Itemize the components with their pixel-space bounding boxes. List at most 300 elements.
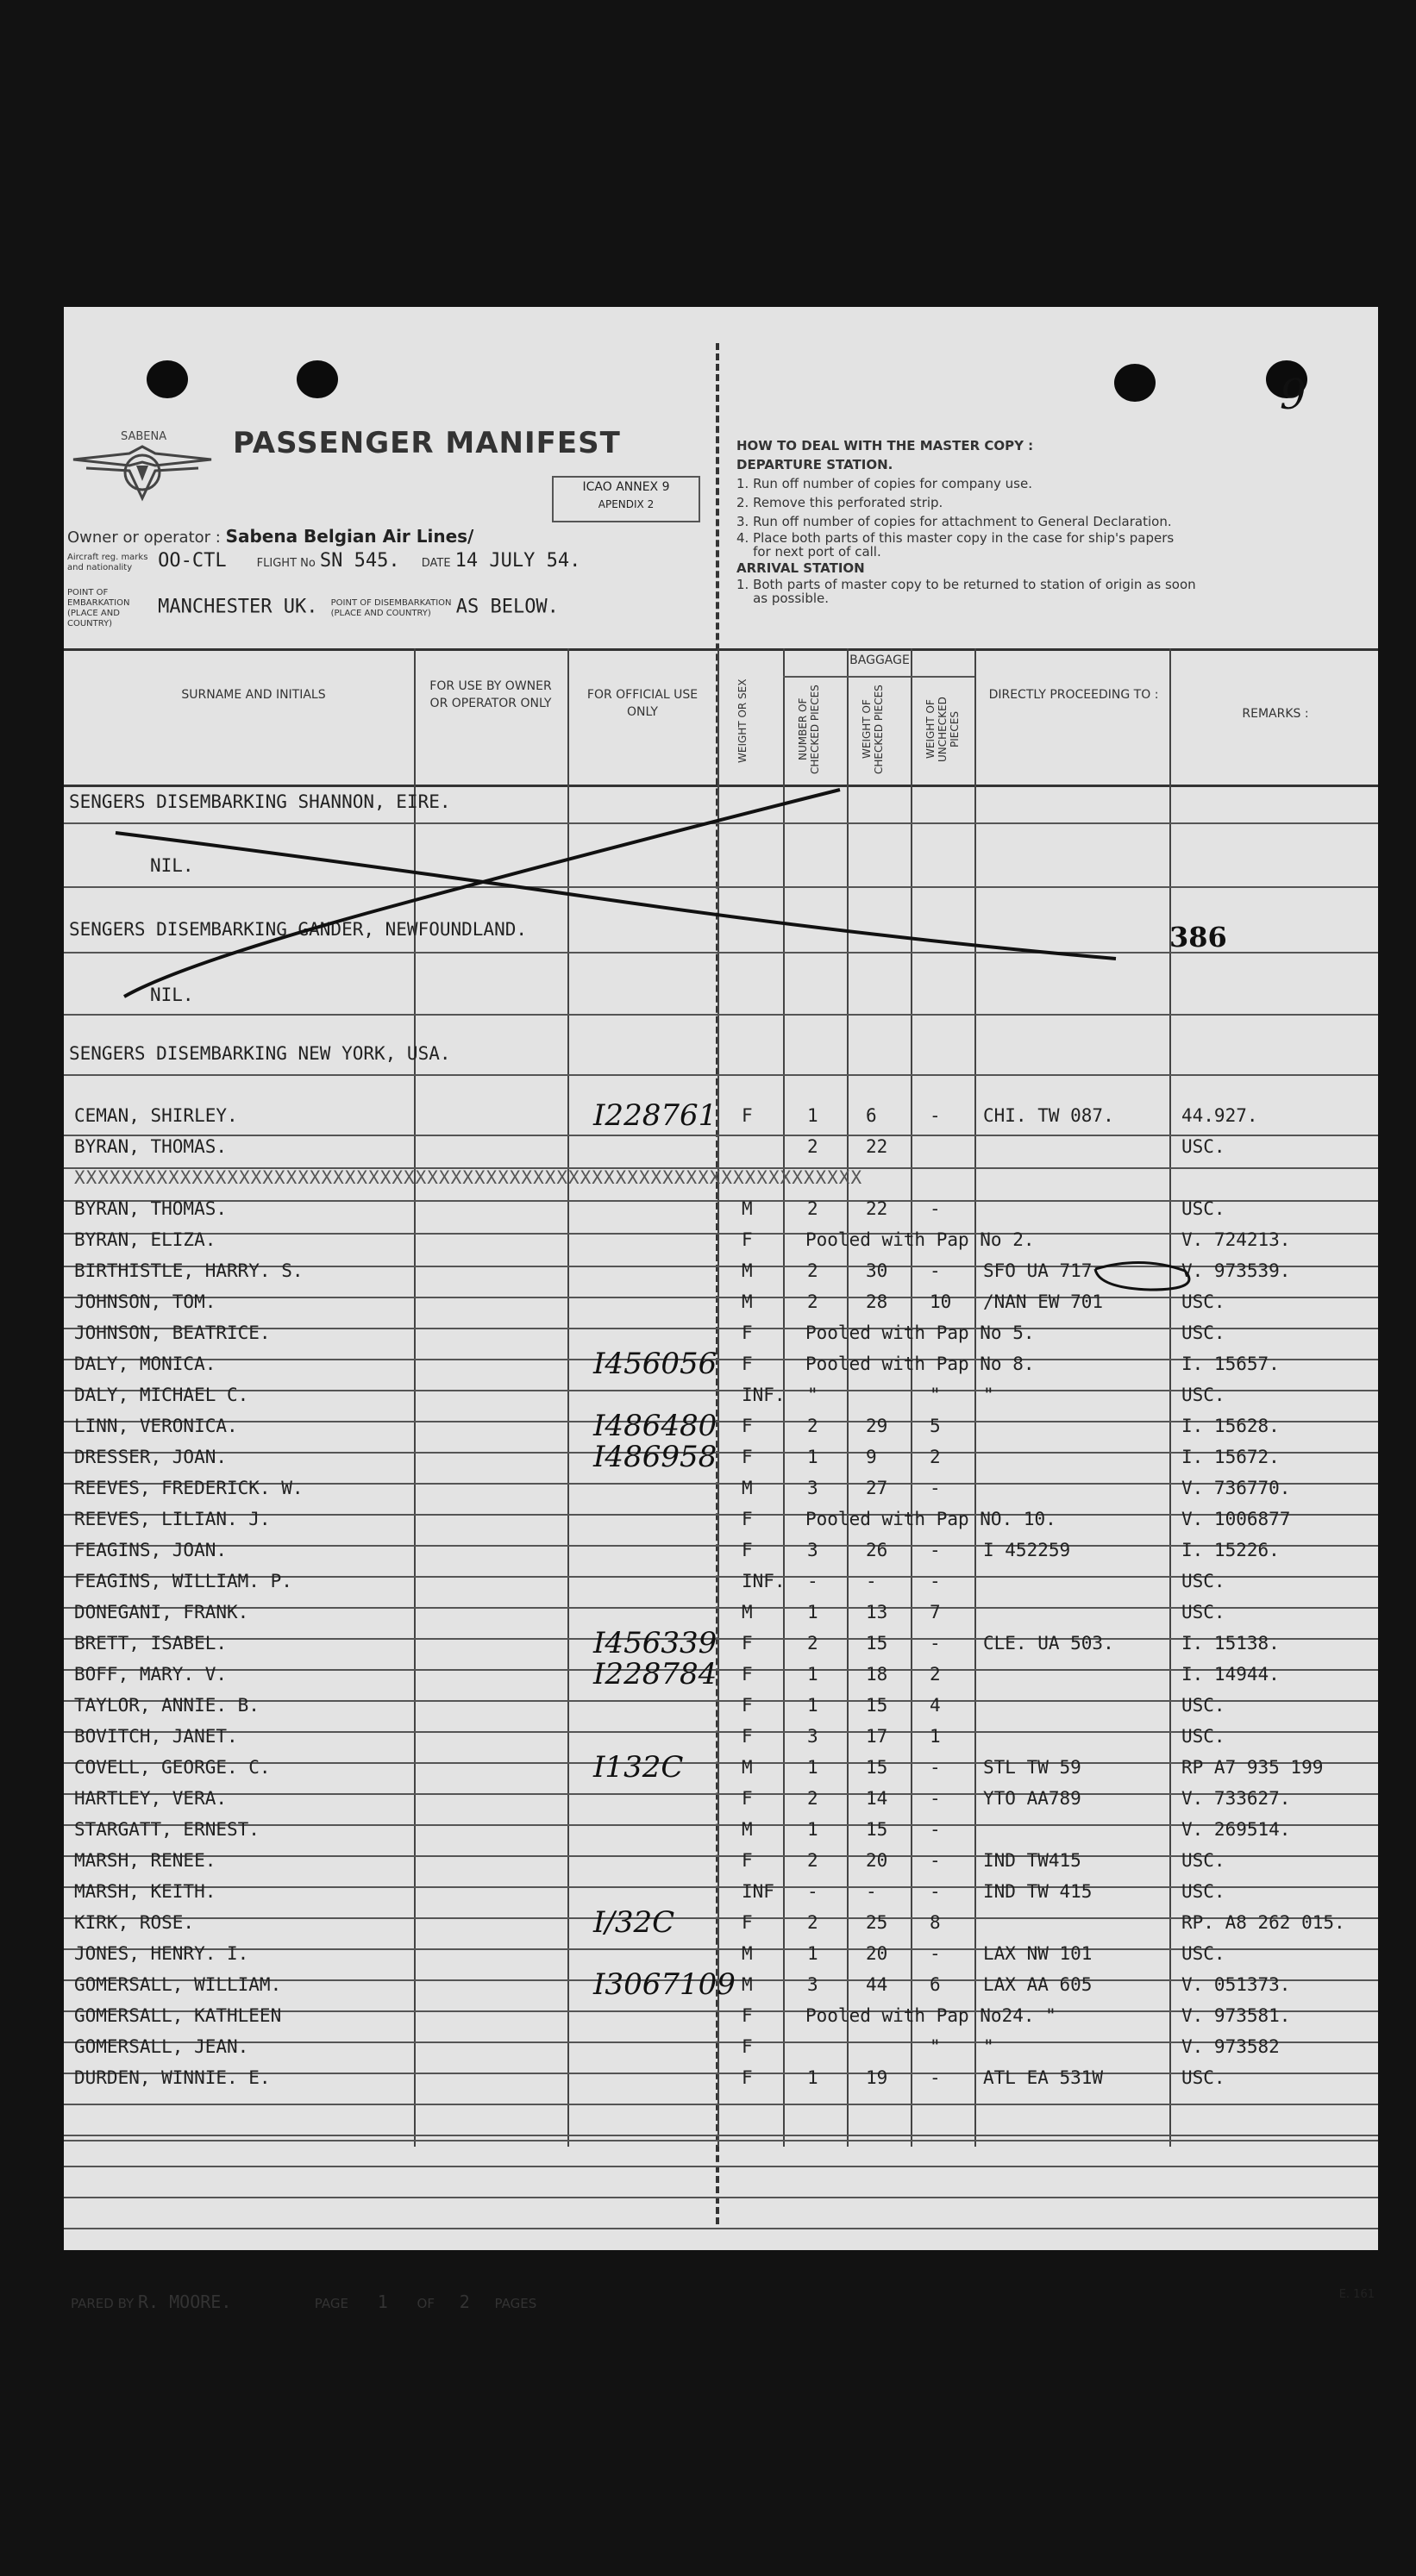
- passenger-name: LINN, VERONICA.: [74, 1416, 238, 1436]
- row-line: [64, 2104, 1378, 2105]
- passenger-sex: INF.: [742, 1385, 786, 1405]
- remarks: I. 15138.: [1181, 1633, 1280, 1654]
- passenger-sex: F: [742, 1633, 753, 1654]
- table-row: [64, 1598, 1378, 1629]
- passenger-sex: F: [742, 1540, 753, 1560]
- column-header-owner: FOR USE BY OWNER OR OPERATOR ONLY: [429, 679, 552, 710]
- passenger-sex: F: [742, 1447, 753, 1467]
- checked-weight: 15: [866, 1819, 888, 1840]
- remarks: V. 051373.: [1181, 1974, 1291, 1995]
- embark-label: POINT OF EMBARKATION (PLACE AND COUNTRY): [67, 588, 130, 628]
- passenger-sex: F: [742, 1509, 753, 1529]
- page-value: 1: [377, 2292, 388, 2312]
- instruction-step: as possible.: [736, 591, 830, 606]
- page-title: PASSENGER MANIFEST: [233, 426, 621, 460]
- checked-weight: 22: [866, 1198, 888, 1219]
- table-row: [64, 1691, 1378, 1723]
- passenger-name: BYRAN, THOMAS.: [74, 1136, 228, 1157]
- row-line: [64, 2166, 1378, 2167]
- official-number: I486480: [593, 1409, 717, 1443]
- form-code: E. 161: [1338, 2288, 1375, 2301]
- table-row: [64, 2064, 1378, 2095]
- checked-pieces: 2: [807, 1850, 818, 1871]
- checked-weight: 20: [866, 1850, 888, 1871]
- unchecked-weight: -: [930, 1757, 941, 1778]
- checked-weight: 29: [866, 1416, 888, 1436]
- passenger-name: DALY, MICHAEL C.: [74, 1385, 249, 1405]
- passenger-name: BIRTHISTLE, HARRY. S.: [74, 1260, 304, 1281]
- unchecked-weight: -: [930, 1850, 941, 1871]
- checked-pieces: 2: [807, 1633, 818, 1654]
- checked-weight: -: [866, 1881, 877, 1902]
- proceeding-to: Pooled with Pap No 8.: [805, 1354, 1035, 1374]
- passenger-name: BRETT, ISABEL.: [74, 1633, 228, 1654]
- official-number: I228761: [593, 1098, 717, 1133]
- date-value: 14 JULY 54.: [454, 550, 581, 572]
- checked-pieces: 3: [807, 1478, 818, 1498]
- table-row: [64, 1505, 1378, 1536]
- instructions-departure: DEPARTURE STATION.: [736, 457, 893, 472]
- passenger-sex: M: [742, 1974, 753, 1995]
- passenger-name: DRESSER, JOAN.: [74, 1447, 228, 1467]
- passenger-sex: M: [742, 1260, 753, 1281]
- table-row: [64, 1133, 1378, 1164]
- unchecked-weight: ": [930, 1385, 941, 1405]
- remarks: V. 724213.: [1181, 1229, 1291, 1250]
- checked-weight: 22: [866, 1136, 888, 1157]
- unchecked-weight: 5: [930, 1416, 941, 1436]
- table-row: [64, 2033, 1378, 2064]
- passenger-sex: F: [742, 2005, 753, 2026]
- table-row: [64, 1878, 1378, 1909]
- proceeding-to: STL TW 59: [983, 1757, 1081, 1778]
- punch-hole: [1114, 364, 1156, 402]
- remarks: V. 973582: [1181, 2036, 1280, 2057]
- remarks: I. 15672.: [1181, 1447, 1280, 1467]
- proceeding-to: IND TW415: [983, 1850, 1081, 1871]
- remarks: USC.: [1181, 1198, 1225, 1219]
- passenger-sex: F: [742, 1850, 753, 1871]
- table-row: [64, 1847, 1378, 1878]
- official-number: I/32C: [593, 1905, 675, 1940]
- passenger-sex: F: [742, 1726, 753, 1747]
- checked-pieces: 2: [807, 1136, 818, 1157]
- remarks: USC.: [1181, 1571, 1225, 1591]
- remarks: USC.: [1181, 1695, 1225, 1716]
- table-row: [64, 1409, 1378, 1443]
- unchecked-weight: -: [930, 1571, 941, 1591]
- remarks: V. 733627.: [1181, 1788, 1291, 1809]
- table-row: [64, 1257, 1378, 1288]
- remarks: I. 15226.: [1181, 1540, 1280, 1560]
- prepared-label: PARED BY: [71, 2296, 135, 2311]
- icao-line: ICAO ANNEX 9: [582, 480, 670, 494]
- operator-line: [67, 526, 473, 547]
- remarks: USC.: [1181, 2067, 1225, 2088]
- passenger-sex: F: [742, 1354, 753, 1374]
- instruction-step: 1. Run off number of copies for company use.: [736, 476, 1032, 491]
- table-row: [64, 1785, 1378, 1816]
- instructions: [736, 436, 1357, 605]
- checked-weight: 15: [866, 1695, 888, 1716]
- unchecked-weight: 8: [930, 1912, 941, 1933]
- passenger-name: DURDEN, WINNIE. E.: [74, 2067, 271, 2088]
- unchecked-weight: -: [930, 1881, 941, 1902]
- date-label: DATE: [421, 557, 451, 570]
- table-row: [64, 1347, 1378, 1381]
- checked-pieces: 1: [807, 1695, 818, 1716]
- remarks: USC.: [1181, 1136, 1225, 1157]
- remarks: V. 736770.: [1181, 1478, 1291, 1498]
- checked-weight: 30: [866, 1260, 888, 1281]
- passenger-name: DONEGANI, FRANK.: [74, 1602, 249, 1623]
- column-header-unchecked-weight: WEIGHT OF UNCHECKED PIECES: [924, 697, 961, 762]
- count-note: 386: [1169, 921, 1227, 953]
- checked-weight: 19: [866, 2067, 888, 2088]
- remarks: V. 973581.: [1181, 2005, 1291, 2026]
- remarks: USC.: [1181, 1881, 1225, 1902]
- page-label: PAGE: [314, 2296, 348, 2311]
- unchecked-weight: 4: [930, 1695, 941, 1716]
- checked-weight: 26: [866, 1540, 888, 1560]
- table-row: [64, 1657, 1378, 1691]
- table-row: [64, 1536, 1378, 1567]
- checked-pieces: -: [807, 1571, 818, 1591]
- remarks: V. 1006877: [1181, 1509, 1291, 1529]
- passenger-name: FEAGINS, WILLIAM. P.: [74, 1571, 292, 1591]
- row-line: [64, 2228, 1378, 2229]
- checked-pieces: 2: [807, 1291, 818, 1312]
- checked-pieces: 2: [807, 1260, 818, 1281]
- checked-pieces: 1: [807, 1447, 818, 1467]
- passenger-name: GOMERSALL, KATHLEEN: [74, 2005, 282, 2026]
- proceeding-to: LAX NW 101: [983, 1943, 1093, 1964]
- row-line: [64, 2197, 1378, 2198]
- checked-pieces: 1: [807, 1757, 818, 1778]
- checked-weight: 9: [866, 1447, 877, 1467]
- passenger-sex: M: [742, 1757, 753, 1778]
- proceeding-to: /NAN EW 701: [983, 1291, 1104, 1312]
- remarks: I. 15657.: [1181, 1354, 1280, 1374]
- instructions-arrival: ARRIVAL STATION: [736, 560, 865, 576]
- checked-pieces: 1: [807, 2067, 818, 2088]
- passenger-name: FEAGINS, JOAN.: [74, 1540, 228, 1560]
- passenger-name: STARGATT, ERNEST.: [74, 1819, 260, 1840]
- unchecked-weight: 6: [930, 1974, 941, 1995]
- unchecked-weight: -: [930, 1633, 941, 1654]
- official-number: I228784: [593, 1657, 717, 1691]
- passenger-sex: M: [742, 1943, 753, 1964]
- checked-pieces: 2: [807, 1198, 818, 1219]
- route-line: [67, 588, 559, 629]
- official-number: I3067109: [593, 1967, 736, 2002]
- passenger-name: CEMAN, SHIRLEY.: [74, 1105, 238, 1126]
- footer: [71, 2292, 536, 2312]
- passenger-name: GOMERSALL, WILLIAM.: [74, 1974, 282, 1995]
- column-header-official: FOR OFFICIAL USE ONLY: [586, 688, 699, 719]
- icao-line: APENDIX 2: [598, 498, 655, 510]
- table-row: [64, 1195, 1378, 1226]
- passenger-name: REEVES, FREDERICK. W.: [74, 1478, 304, 1498]
- checked-pieces: 1: [807, 1664, 818, 1685]
- proceeding-to: CLE. UA 503.: [983, 1633, 1114, 1654]
- checked-pieces: 2: [807, 1416, 818, 1436]
- remarks: USC.: [1181, 1850, 1225, 1871]
- passenger-name: TAYLOR, ANNIE. B.: [74, 1695, 260, 1716]
- checked-pieces: 3: [807, 1974, 818, 1995]
- table-row: [64, 1288, 1378, 1319]
- checked-pieces: 3: [807, 1540, 818, 1560]
- checked-weight: 27: [866, 1478, 888, 1498]
- flight-label: FLIGHT No: [256, 557, 316, 570]
- proceeding-to: Pooled with Pap NO. 10.: [805, 1509, 1056, 1529]
- passenger-sex: F: [742, 1788, 753, 1809]
- icao-box: [552, 476, 700, 522]
- unchecked-weight: -: [930, 1788, 941, 1809]
- pages-label: PAGES: [494, 2296, 537, 2311]
- column-header-proceeding: DIRECTLY PROCEEDING TO :: [988, 688, 1159, 702]
- section-gander: SENGERS DISEMBARKING GANDER, NEWFOUNDLAND.: [69, 919, 528, 940]
- table-row: [64, 1905, 1378, 1940]
- passenger-sex: F: [742, 1105, 753, 1126]
- column-header-surname: SURNAME AND INITIALS: [181, 688, 326, 702]
- flight-value: SN 545.: [319, 550, 400, 572]
- instruction-step: 1. Both parts of master copy to be returned to station of origin as soon: [736, 577, 1196, 592]
- table-row: [64, 1626, 1378, 1660]
- passenger-name: JONES, HENRY. I.: [74, 1943, 249, 1964]
- checked-weight: 15: [866, 1757, 888, 1778]
- passenger-name: XXXXXXXXXXXXXXXXXXXXXXXXXXXXXXXXXXXXXXXXXXXXXXXXXXXXXXXXXXXXXXXXXXX: [74, 1167, 863, 1188]
- aircraft-line: [67, 550, 580, 573]
- remarks: USC.: [1181, 1322, 1225, 1343]
- passenger-sex: M: [742, 1198, 753, 1219]
- instruction-step: 3. Run off number of copies for attachment to General Declaration.: [736, 514, 1172, 529]
- instruction-step: 4. Place both parts of this master copy in the case for ship's papers: [736, 530, 1175, 546]
- passenger-name: COVELL, GEORGE. C.: [74, 1757, 271, 1778]
- passenger-name: BOFF, MARY. V.: [74, 1664, 228, 1685]
- passenger-name: JOHNSON, TOM.: [74, 1291, 216, 1312]
- column-header-baggage: BAGGAGE: [849, 653, 910, 667]
- nil-gander: NIL.: [150, 985, 194, 1005]
- proceeding-to: I 452259: [983, 1540, 1071, 1560]
- passenger-name: HARTLEY, VERA.: [74, 1788, 228, 1809]
- checked-weight: -: [866, 1571, 877, 1591]
- proceeding-to: ": [983, 1385, 994, 1405]
- passenger-sex: F: [742, 1695, 753, 1716]
- remarks: USC.: [1181, 1602, 1225, 1623]
- remarks: V. 269514.: [1181, 1819, 1291, 1840]
- remarks: USC.: [1181, 1291, 1225, 1312]
- operator-label: Owner or operator :: [67, 528, 221, 547]
- remarks: 44.927.: [1181, 1105, 1258, 1126]
- column-header-checked-weight: WEIGHT OF CHECKED PIECES: [861, 685, 885, 774]
- proceeding-to: YTO AA789: [983, 1788, 1081, 1809]
- passenger-name: KIRK, ROSE.: [74, 1912, 195, 1933]
- passenger-name: BYRAN, THOMAS.: [74, 1198, 228, 1219]
- passenger-name: BYRAN, ELIZA.: [74, 1229, 216, 1250]
- checked-weight: 18: [866, 1664, 888, 1685]
- passenger-name: GOMERSALL, JEAN.: [74, 2036, 249, 2057]
- table-row: [64, 2002, 1378, 2033]
- table-row: [64, 1319, 1378, 1350]
- official-number: I132C: [593, 1750, 684, 1785]
- checked-pieces: 2: [807, 1912, 818, 1933]
- unchecked-weight: -: [930, 2067, 941, 2088]
- passenger-name: DALY, MONICA.: [74, 1354, 216, 1374]
- table-row: [64, 1967, 1378, 2002]
- checked-pieces: 1: [807, 1943, 818, 1964]
- table-top-border: [64, 648, 1378, 651]
- passenger-sex: F: [742, 2067, 753, 2088]
- row-line: [64, 822, 1378, 824]
- punch-hole: [297, 360, 338, 398]
- unchecked-weight: 7: [930, 1602, 941, 1623]
- proceeding-to: Pooled with Pap No 2.: [805, 1229, 1035, 1250]
- aircraft-label: Aircraft reg. marks and nationality: [67, 552, 148, 572]
- proceeding-to: ATL EA 531W: [983, 2067, 1104, 2088]
- proceeding-to: LAX AA 605: [983, 1974, 1093, 1995]
- passenger-sex: F: [742, 1416, 753, 1436]
- unchecked-weight: 2: [930, 1447, 941, 1467]
- table-row: [64, 1474, 1378, 1505]
- column-header-remarks: REMARKS :: [1242, 707, 1309, 721]
- instruction-step: for next port of call.: [736, 544, 881, 560]
- table-row: [64, 1940, 1378, 1971]
- checked-pieces: 3: [807, 1726, 818, 1747]
- official-number: I486958: [593, 1440, 717, 1474]
- unchecked-weight: -: [930, 1198, 941, 1219]
- passenger-name: MARSH, RENEE.: [74, 1850, 216, 1871]
- proceeding-to: SFO UA 717: [983, 1260, 1093, 1281]
- passenger-sex: F: [742, 1912, 753, 1933]
- passenger-sex: INF.: [742, 1571, 786, 1591]
- unchecked-weight: -: [930, 1943, 941, 1964]
- row-line: [64, 2140, 1378, 2141]
- checked-weight: 17: [866, 1726, 888, 1747]
- sabena-logo-icon: [69, 421, 216, 507]
- checked-pieces: 1: [807, 1819, 818, 1840]
- remarks: USC.: [1181, 1385, 1225, 1405]
- proceeding-to: Pooled with Pap No24. ": [805, 2005, 1056, 2026]
- passenger-sex: F: [742, 1229, 753, 1250]
- proceeding-to: ": [983, 2036, 994, 2057]
- table-row: [64, 1440, 1378, 1474]
- passenger-sex: F: [742, 2036, 753, 2057]
- punch-hole: [147, 360, 188, 398]
- row-line: [64, 2135, 1378, 2136]
- remarks: I. 14944.: [1181, 1664, 1280, 1685]
- section-newyork: SENGERS DISEMBARKING NEW YORK, USA.: [69, 1043, 451, 1064]
- unchecked-weight: -: [930, 1540, 941, 1560]
- instructions-title: HOW TO DEAL WITH THE MASTER COPY :: [736, 438, 1034, 453]
- passenger-name: JOHNSON, BEATRICE.: [74, 1322, 271, 1343]
- checked-pieces: -: [807, 1881, 818, 1902]
- unchecked-weight: -: [930, 1819, 941, 1840]
- checked-pieces: 2: [807, 1788, 818, 1809]
- logo-text: SABENA: [121, 430, 167, 443]
- checked-weight: 25: [866, 1912, 888, 1933]
- unchecked-weight: -: [930, 1478, 941, 1498]
- table-row: [64, 1226, 1378, 1257]
- section-shannon: SENGERS DISEMBARKING SHANNON, EIRE.: [69, 791, 451, 812]
- header-bottom-border: [64, 785, 1378, 787]
- table-row: [64, 1098, 1378, 1133]
- passenger-sex: F: [742, 1322, 753, 1343]
- official-number: I456339: [593, 1626, 717, 1660]
- official-number: I456056: [593, 1347, 717, 1381]
- passenger-sex: M: [742, 1478, 753, 1498]
- checked-weight: 20: [866, 1943, 888, 1964]
- unchecked-weight: -: [930, 1105, 941, 1126]
- table-row: [64, 1816, 1378, 1847]
- checked-weight: 28: [866, 1291, 888, 1312]
- checked-weight: 13: [866, 1602, 888, 1623]
- checked-weight: 14: [866, 1788, 888, 1809]
- checked-pieces: 1: [807, 1105, 818, 1126]
- row-line: [64, 1074, 1378, 1076]
- baggage-divider: [783, 676, 974, 678]
- manifest-sheet: [64, 307, 1378, 2312]
- unchecked-weight: ": [930, 2036, 941, 2057]
- table-row: [64, 1750, 1378, 1785]
- checked-pieces: ": [807, 1385, 818, 1405]
- unchecked-weight: -: [930, 1260, 941, 1281]
- passenger-sex: M: [742, 1819, 753, 1840]
- remarks: I. 15628.: [1181, 1416, 1280, 1436]
- passenger-sex: M: [742, 1602, 753, 1623]
- embark-value: MANCHESTER UK.: [158, 596, 318, 618]
- corner-handwritten-mark: 9: [1280, 371, 1306, 419]
- passenger-sex: INF: [742, 1881, 774, 1902]
- passenger-name: REEVES, LILIAN. J.: [74, 1509, 271, 1529]
- remarks: RP. A8 262 015.: [1181, 1912, 1345, 1933]
- nil-shannon: NIL.: [150, 855, 194, 876]
- of-label: OF: [417, 2296, 435, 2311]
- disembark-value: AS BELOW.: [455, 596, 559, 618]
- prepared-value: R. MOORE.: [137, 2292, 232, 2312]
- unchecked-weight: 2: [930, 1664, 941, 1685]
- table-row: [64, 1381, 1378, 1412]
- of-value: 2: [459, 2292, 470, 2312]
- checked-weight: 15: [866, 1633, 888, 1654]
- row-line: [64, 1014, 1378, 1016]
- row-line: [64, 886, 1378, 888]
- passenger-name: MARSH, KEITH.: [74, 1881, 216, 1902]
- column-header-sex: WEIGHT OR SEX: [736, 678, 749, 763]
- proceeding-to: IND TW 415: [983, 1881, 1093, 1902]
- aircraft-value: OO-CTL: [158, 550, 227, 572]
- passenger-sex: M: [742, 1291, 753, 1312]
- unchecked-weight: 10: [930, 1291, 952, 1312]
- table-row: [64, 1164, 1378, 1195]
- table-row: [64, 1723, 1378, 1754]
- checked-weight: 6: [866, 1105, 877, 1126]
- passenger-sex: F: [742, 1664, 753, 1685]
- disembark-label: POINT OF DISEMBARKATION (PLACE AND COUNTRY): [330, 598, 452, 618]
- passenger-name: BOVITCH, JANET.: [74, 1726, 238, 1747]
- remarks: USC.: [1181, 1943, 1225, 1964]
- proceeding-to: CHI. TW 087.: [983, 1105, 1114, 1126]
- unchecked-weight: 1: [930, 1726, 941, 1747]
- checked-weight: 44: [866, 1974, 888, 1995]
- remarks: V. 973539.: [1181, 1260, 1291, 1281]
- checked-pieces: 1: [807, 1602, 818, 1623]
- proceeding-to: Pooled with Pap No 5.: [805, 1322, 1035, 1343]
- column-header-checked-pieces: NUMBER OF CHECKED PIECES: [797, 685, 821, 774]
- instruction-step: 2. Remove this perforated strip.: [736, 495, 943, 510]
- operator-value: Sabena Belgian Air Lines/: [225, 526, 474, 547]
- remarks: RP A7 935 199: [1181, 1757, 1324, 1778]
